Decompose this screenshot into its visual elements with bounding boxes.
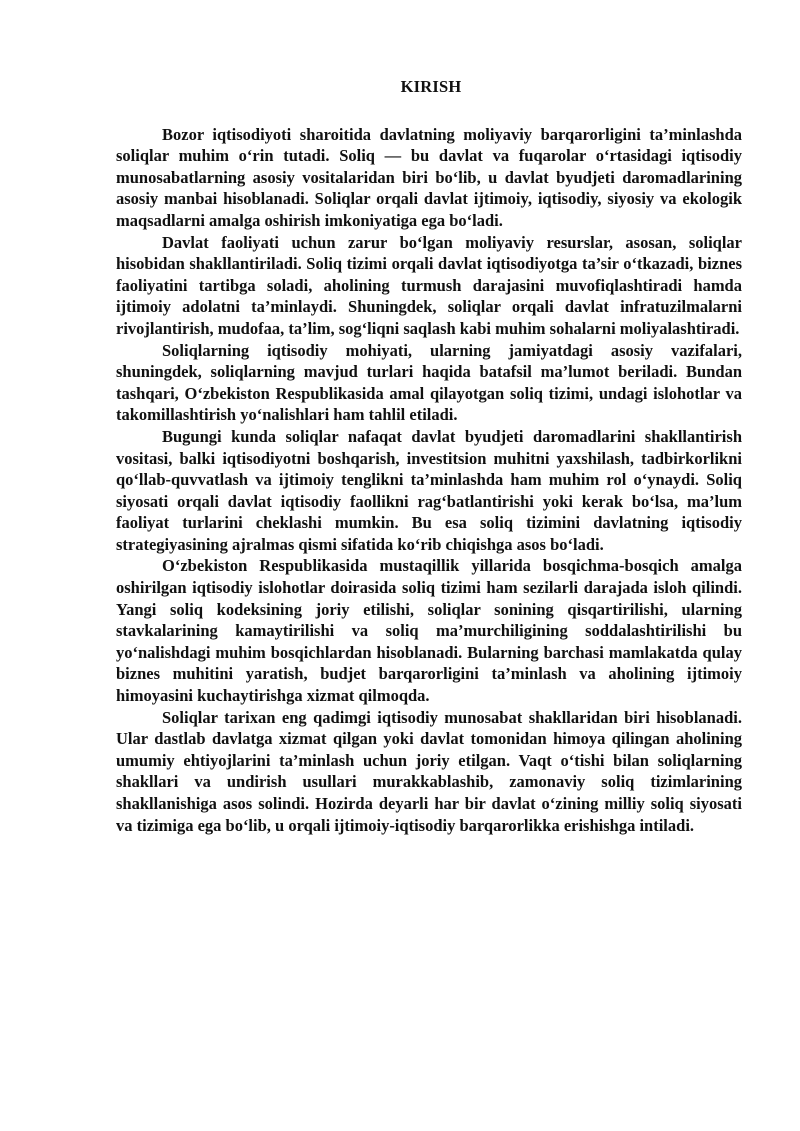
paragraph-3: Soliqlarning iqtisodiy mohiyati, ularning jamiyatdagi asosiy vazifalari, shuningdek, soliqlarning mavjud turlari haqida batafsil ma’lumot beriladi. Bundan tashqari, O‘zbekiston Respublikasida amal qilayotgan soliq tizimi, undagi islohotlar va takomillashtirish yo‘nalishlari ham tahlil etiladi. [116,340,742,425]
paragraph-1: Bozor iqtisodiyoti sharoitida davlatning moliyaviy barqarorligini ta’minlashda soliqlar muhim o‘rin tutadi. Soliq — bu davlat va fuqarolar o‘rtasidagi iqtisodiy munosabatlarning asosiy vositalaridan biri bo‘lib, u davlat byudjeti daromadlarining asosiy manbai hisoblanadi. Soliqlar orqali davlat ijtimoiy, iqtisodiy, siyosiy va ekologik maqsadlarni amalga oshirish imkoniyatiga ega bo‘ladi. [116,124,742,230]
paragraph-5: O‘zbekiston Respublikasida mustaqillik yillarida bosqichma-bosqich amalga oshirilgan iqtisodiy islohotlar doirasida soliq tizimi ham sezilarli darajada isloh qilindi. Yangi soliq kodeksining joriy etilishi, soliqlar sonining qisqartirilishi, ularning stavkalarining kamaytirilishi va soliq ma’murchiligining soddalashtirilishi bu yo‘nalishdagi muhim bosqichlardan hisoblanadi. Bularning barchasi mamlakatda qulay biznes muhitini yaratish, budjet barqarorligini ta’minlash va aholining ijtimoiy himoyasini kuchaytirishga xizmat qilmoqda. [116,556,742,706]
page-title: KIRISH [400,77,462,96]
paragraph-6: Soliqlar tarixan eng qadimgi iqtisodiy munosabat shakllaridan biri hisoblanadi. Ular dastlab davlatga xizmat qilgan yoki davlat tomonidan himoya qilingan aholining umumiy ehtiyojlarini ta’minlash uchun joriy etilgan. Vaqt o‘tishi bilan soliqlarning shakllari va undirish usullari murakkablashib, zamonaviy soliq tizimlarining shakllanishiga asos solindi. Hozirda deyarli har bir davlat o‘zining milliy soliq siyosati va tizimiga ega bo‘lib, u orqali ijtimoiy-iqtisodiy barqarorlikka erishishga intiladi. [116,707,742,835]
document-body [116,76,742,836]
paragraph-2: Davlat faoliyati uchun zarur bo‘lgan moliyaviy resurslar, asosan, soliqlar hisobidan shakllantiriladi. Soliq tizimi orqali davlat iqtisodiyotga ta’sir o‘tkazadi, biznes faoliyatini tartibga soladi, aholining turmush darajasini muvofiqlashtiradi hamda ijtimoiy adolatni ta’minlaydi. Shuningdek, soliqlar orqali davlat infratuzilmalarni rivojlantirish, mudofaa, ta’lim, sog‘liqni saqlash kabi muhim sohalarni moliyalashtiradi. [116,232,742,338]
paragraph-4: Bugungi kunda soliqlar nafaqat davlat byudjeti daromadlarini shakllantirish vositasi, balki iqtisodiyotni boshqarish, investitsion muhitni yaxshilash, tadbirkorlikni qo‘llab-quvvatlash va ijtimoiy tenglikni ta’minlashda ham muhim rol o‘ynaydi. Soliq siyosati orqali davlat iqtisodiy faollikni rag‘batlantirishi yoki kerak bo‘lsa, ma’lum faoliyat turlarini cheklashi mumkin. Bu esa soliq tizimini davlatning iqtisodiy strategiyasining ajralmas qismi sifatida ko‘rib chiqishga asos bo‘ladi. [116,426,742,554]
